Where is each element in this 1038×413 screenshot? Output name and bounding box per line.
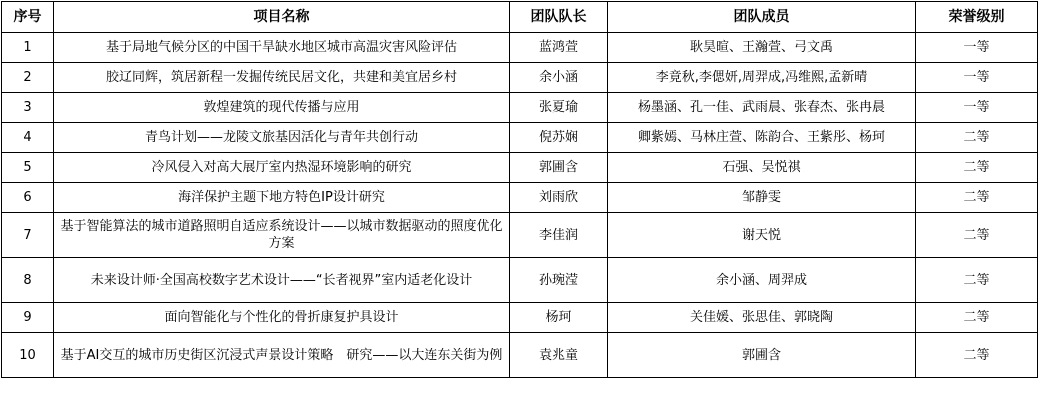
- cell-project: 基于局地气候分区的中国干旱缺水地区城市高温灾害风险评估: [54, 33, 510, 63]
- cell-members: 谢天悦: [608, 213, 916, 258]
- header-leader: 团队队长: [510, 2, 608, 33]
- table-row: [2, 33, 1038, 63]
- cell-members: 杨墨涵、孔一佳、武雨晨、张春杰、张冉晨: [608, 93, 916, 123]
- cell-level: 二等: [916, 333, 1038, 378]
- cell-members: 耿昊暄、王瀚萱、弓文禹: [608, 33, 916, 63]
- header-index: 序号: [2, 2, 54, 33]
- awards-table: [1, 1, 1038, 378]
- cell-leader: 杨珂: [510, 303, 608, 333]
- cell-level: 一等: [916, 63, 1038, 93]
- header-project: 项目名称: [54, 2, 510, 33]
- table-row: [2, 183, 1038, 213]
- cell-level: 二等: [916, 258, 1038, 303]
- cell-index: 2: [2, 63, 54, 93]
- cell-project: 海洋保护主题下地方特色IP设计研究: [54, 183, 510, 213]
- header-level: 荣誉级别: [916, 2, 1038, 33]
- cell-leader: 蓝鸿萱: [510, 33, 608, 63]
- cell-index: 4: [2, 123, 54, 153]
- cell-members: 卿紫嫣、马林庄萱、陈韵合、王紫彤、杨珂: [608, 123, 916, 153]
- cell-members: 郭圃含: [608, 333, 916, 378]
- cell-level: 二等: [916, 123, 1038, 153]
- cell-leader: 刘雨欣: [510, 183, 608, 213]
- cell-project: 敦煌建筑的现代传播与应用: [54, 93, 510, 123]
- cell-project: 青鸟计划——龙陵文旅基因活化与青年共创行动: [54, 123, 510, 153]
- cell-level: 二等: [916, 213, 1038, 258]
- cell-members: 余小涵、周羿成: [608, 258, 916, 303]
- cell-level: 一等: [916, 93, 1038, 123]
- header-row: [2, 2, 1038, 33]
- cell-members: 关佳媛、张思佳、郭晓陶: [608, 303, 916, 333]
- cell-leader: 郭圃含: [510, 153, 608, 183]
- cell-members: 石强、吴悦祺: [608, 153, 916, 183]
- header-members: 团队成员: [608, 2, 916, 33]
- cell-project: 基于智能算法的城市道路照明自适应系统设计——以城市数据驱动的照度优化方案: [54, 213, 510, 258]
- cell-project: 面向智能化与个性化的骨折康复护具设计: [54, 303, 510, 333]
- table-row: [2, 93, 1038, 123]
- table-row: [2, 123, 1038, 153]
- cell-level: 二等: [916, 303, 1038, 333]
- cell-index: 10: [2, 333, 54, 378]
- table-row: [2, 153, 1038, 183]
- cell-index: 9: [2, 303, 54, 333]
- cell-project: 基于AI交互的城市历史街区沉浸式声景设计策略 研究——以大连东关街为例: [54, 333, 510, 378]
- cell-leader: 张夏瑜: [510, 93, 608, 123]
- cell-index: 7: [2, 213, 54, 258]
- cell-leader: 孙琬滢: [510, 258, 608, 303]
- cell-leader: 袁兆童: [510, 333, 608, 378]
- cell-members: 李竟秋,李偲妍,周羿成,冯维熙,孟新晴: [608, 63, 916, 93]
- table-row: [2, 303, 1038, 333]
- cell-level: 二等: [916, 183, 1038, 213]
- cell-leader: 李佳润: [510, 213, 608, 258]
- cell-index: 6: [2, 183, 54, 213]
- table-row: [2, 258, 1038, 303]
- cell-project: 未来设计师·全国高校数字艺术设计——“长者视界”室内适老化设计: [54, 258, 510, 303]
- cell-project: 冷风侵入对高大展厅室内热湿环境影响的研究: [54, 153, 510, 183]
- cell-level: 二等: [916, 153, 1038, 183]
- cell-index: 8: [2, 258, 54, 303]
- table-row: [2, 63, 1038, 93]
- cell-leader: 余小涵: [510, 63, 608, 93]
- cell-project: 胶辽同辉，筑居新程一发掘传统民居文化，共建和美宜居乡村: [54, 63, 510, 93]
- cell-members: 邹静雯: [608, 183, 916, 213]
- cell-index: 1: [2, 33, 54, 63]
- cell-level: 一等: [916, 33, 1038, 63]
- table-row: [2, 213, 1038, 258]
- cell-index: 3: [2, 93, 54, 123]
- cell-index: 5: [2, 153, 54, 183]
- table-row: [2, 333, 1038, 378]
- cell-leader: 倪苏娴: [510, 123, 608, 153]
